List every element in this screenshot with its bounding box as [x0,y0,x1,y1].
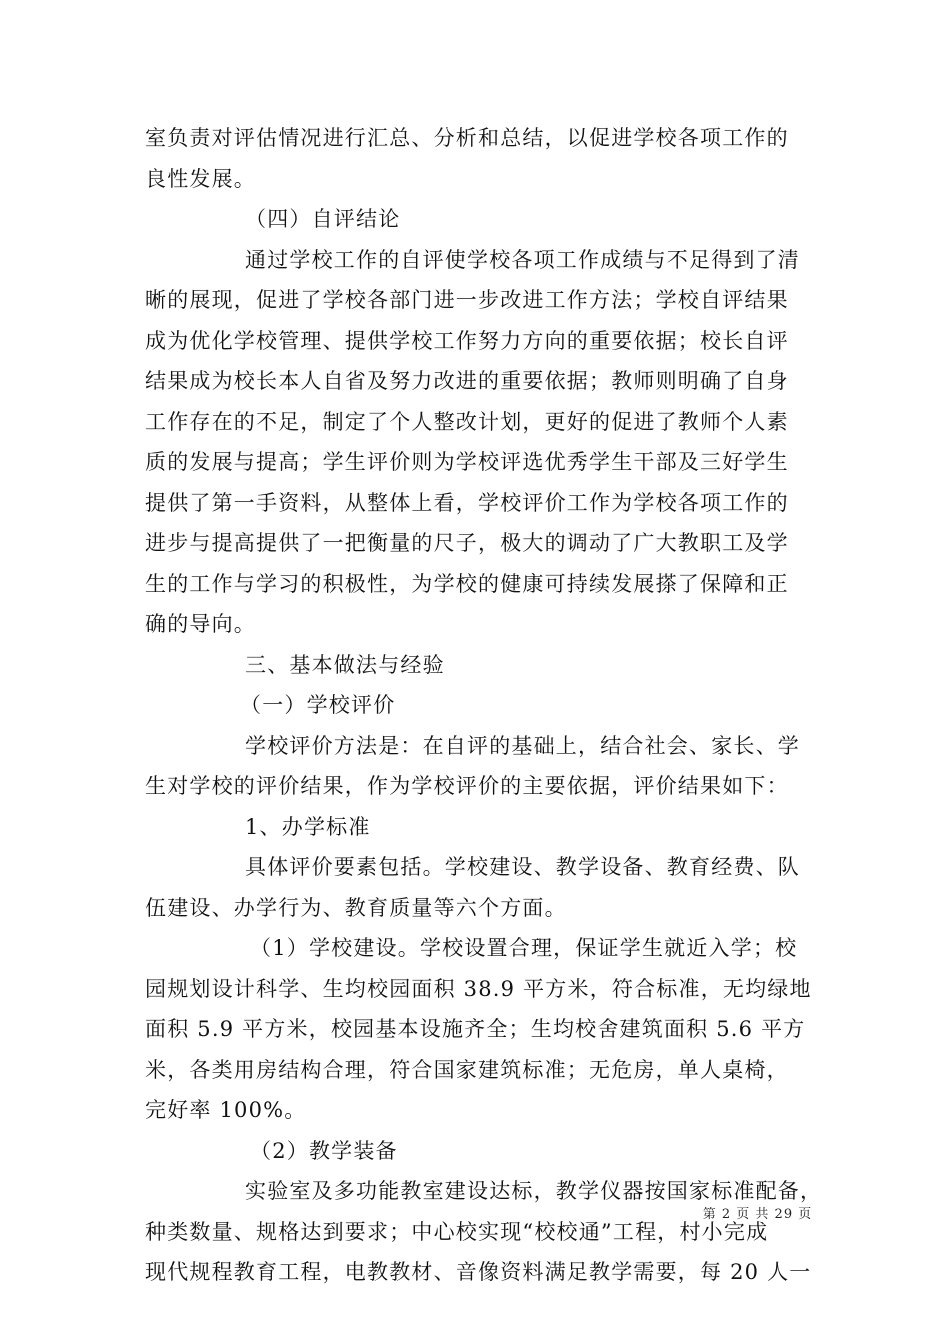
text-line: 伍建设、办学行为、教育质量等六个方面。 [145,895,567,920]
text-line: 通过学校工作的自评使学校各项工作成绩与不足得到了清 [245,247,800,272]
text-line: 工作存在的不足，制定了个人整改计划，更好的促进了教师个人素 [145,409,789,434]
section-heading: （四）自评结论 [245,207,401,231]
section-heading: （2）教学装备 [250,1138,398,1163]
text-line: 提供了第一手资料，从整体上看，学校评价工作为学校各项工作的 [145,490,789,515]
text-line: 完好率 100%。 [145,1098,307,1122]
text-line: （1）学校建设。学校设置合理，保证学生就近入学；校 [250,936,798,960]
text-line: 进步与提高提供了一把衡量的尺子，极大的调动了广大教职工及学 [145,531,789,555]
section-heading: 1、办学标准 [245,814,371,839]
text-line: 实验室及多功能教室建设达标，教学仪器按国家标准配备， [245,1179,823,1203]
text-line: 种类数量、规格达到要求；中心校实现“校校通”工程，村小完成 [145,1219,769,1244]
text-line: 学校评价方法是：在自评的基础上，结合社会、家长、学 [245,733,800,758]
section-heading: 三、基本做法与经验 [245,652,445,677]
section-heading: （一）学校评价 [240,693,396,717]
text-line: 室负责对评估情况进行汇总、分析和总结，以促进学校各项工作的 [145,126,789,150]
text-line: 确的导向。 [145,612,256,636]
text-line: 园规划设计科学、生均校园面积 38.9 平方米，符合标准，无均绿地 [145,976,812,1001]
page-number-footer: 第 2 页 共 29 页 [702,1207,813,1222]
document-body [145,118,823,1293]
text-line: 生的工作与学习的积极性，为学校的健康可持续发展搽了保障和正 [145,571,789,596]
text-line: 成为优化学校管理、提供学校工作努力方向的重要依据；校长自评 [145,328,789,353]
text-line: 结果成为校长本人自省及努力改进的重要依据；教师则明确了自身 [145,369,789,393]
text-line: 米，各类用房结构合理，符合国家建筑标准；无危房，单人桌椅， [145,1057,789,1082]
text-line: 现代规程教育工程，电教教材、音像资料满足教学需要，每 20 人一 [145,1260,812,1284]
text-line: 晰的展现，促进了学校各部门进一步改进工作方法；学校自评结果 [145,288,789,312]
text-line: 具体评价要素包括。学校建设、教学设备、教育经费、队 [245,855,800,879]
text-line: 质的发展与提高；学生评价则为学校评选优秀学生干部及三好学生 [145,450,789,474]
text-line: 生对学校的评价结果，作为学校评价的主要依据，评价结果如下： [145,774,789,798]
text-line: 面积 5.9 平方米，校园基本设施齐全；生均校舍建筑面积 5.6 平方 [145,1017,806,1041]
text-line: 良性发展。 [145,166,256,191]
